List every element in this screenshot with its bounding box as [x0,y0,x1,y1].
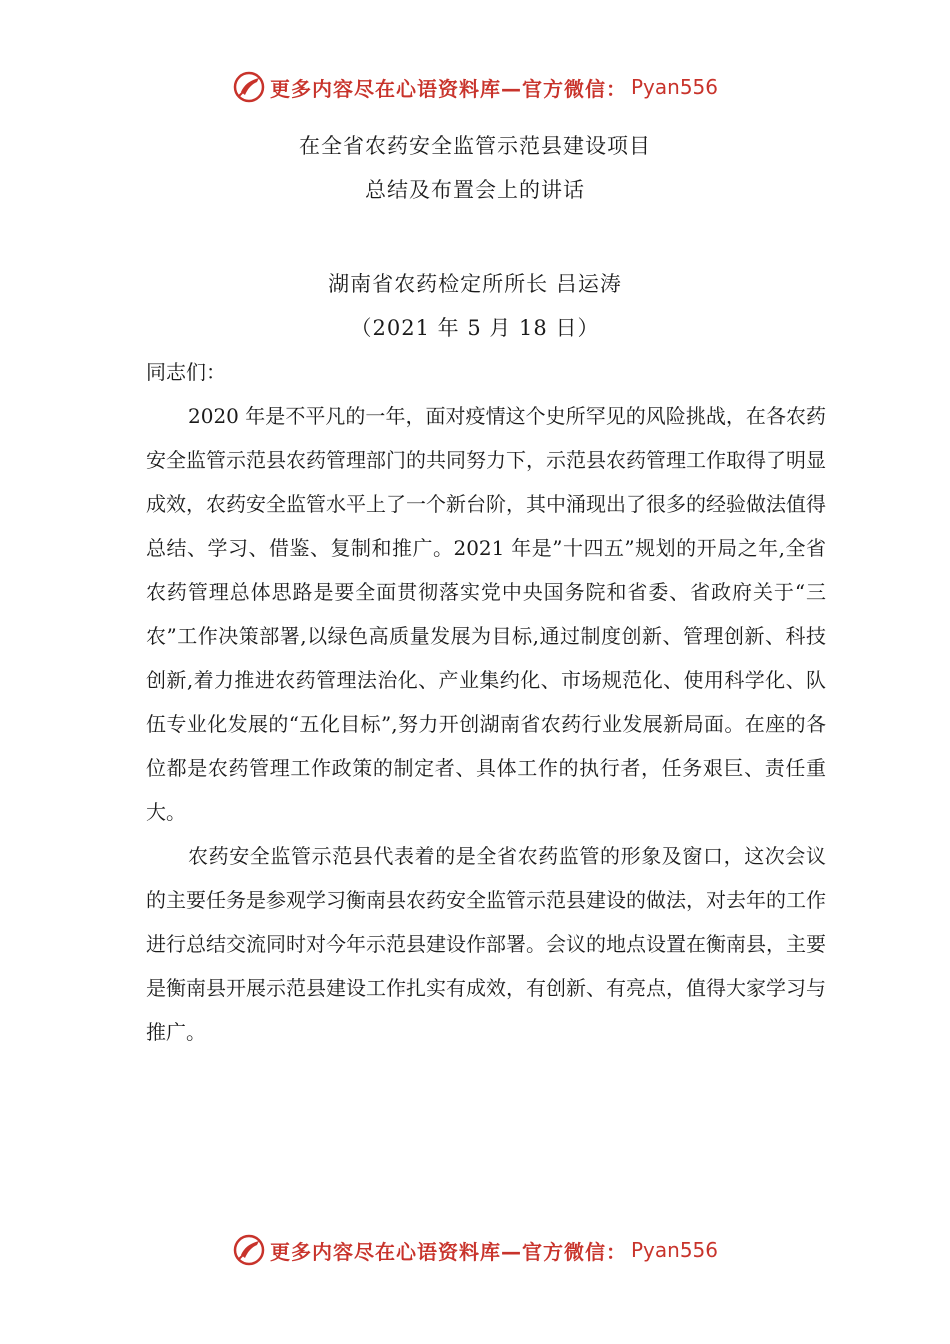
document-date: （2021 年 5 月 18 日） [350,316,600,340]
watermark-account: Pyan556 [630,75,718,99]
watermark-text: 更多内容尽在心语资料库—官方微信： [269,76,627,101]
greeting: 同志们： [146,360,226,384]
document-title-line-2: 总结及布置会上的讲话 [365,178,585,202]
pen-logo-icon [232,1233,266,1267]
watermark-text: 更多内容尽在心语资料库—官方微信： [269,1239,627,1264]
document-body [146,350,826,1054]
document-title-line-1: 在全省农药安全监管示范县建设项目 [299,134,651,158]
pen-logo-icon [232,70,266,104]
watermark-header [0,70,950,104]
watermark-account: Pyan556 [630,1238,718,1262]
document-author: 湖南省农药检定所所长 吕运涛 [328,272,622,296]
paragraph: 2020 年是不平凡的一年，面对疫情这个史所罕见的风险挑战，在各农药安全监管示范县农药管理部门的共同努力下，示范县农药管理工作取得了明显成效，农药安全监管水平上了一个新台阶，其中涌现出了很多的经验做法值得总结、学习、借鉴、复制和推广。2021 年是”十四五”规划的开局之年,全省农药管理总体思路是要全面贯彻落实党中央国务院和省委、省政府关于“三农”工作决策部署,以绿色高质量发展为目标,通过制度创新、管理创新、科技创新,着力推进农药管理法治化、产业集约化、市场规范化、使用科学化、队伍专业化发展的“五化目标”,努力开创湖南省农药行业发展新局面。在座的各位都是农药管理工作政策的制定者、具体工作的执行者，任务艰巨、责任重大。 [146,404,826,824]
paragraph: 农药安全监管示范县代表着的是全省农药监管的形象及窗口，这次会议的主要任务是参观学习衡南县农药安全监管示范县建设的做法，对去年的工作进行总结交流同时对今年示范县建设作部署。会议的地点设置在衡南县，主要是衡南县开展示范县建设工作扎实有成效，有创新、有亮点，值得大家学习与推广。 [146,844,826,1044]
watermark-footer [0,1233,950,1267]
